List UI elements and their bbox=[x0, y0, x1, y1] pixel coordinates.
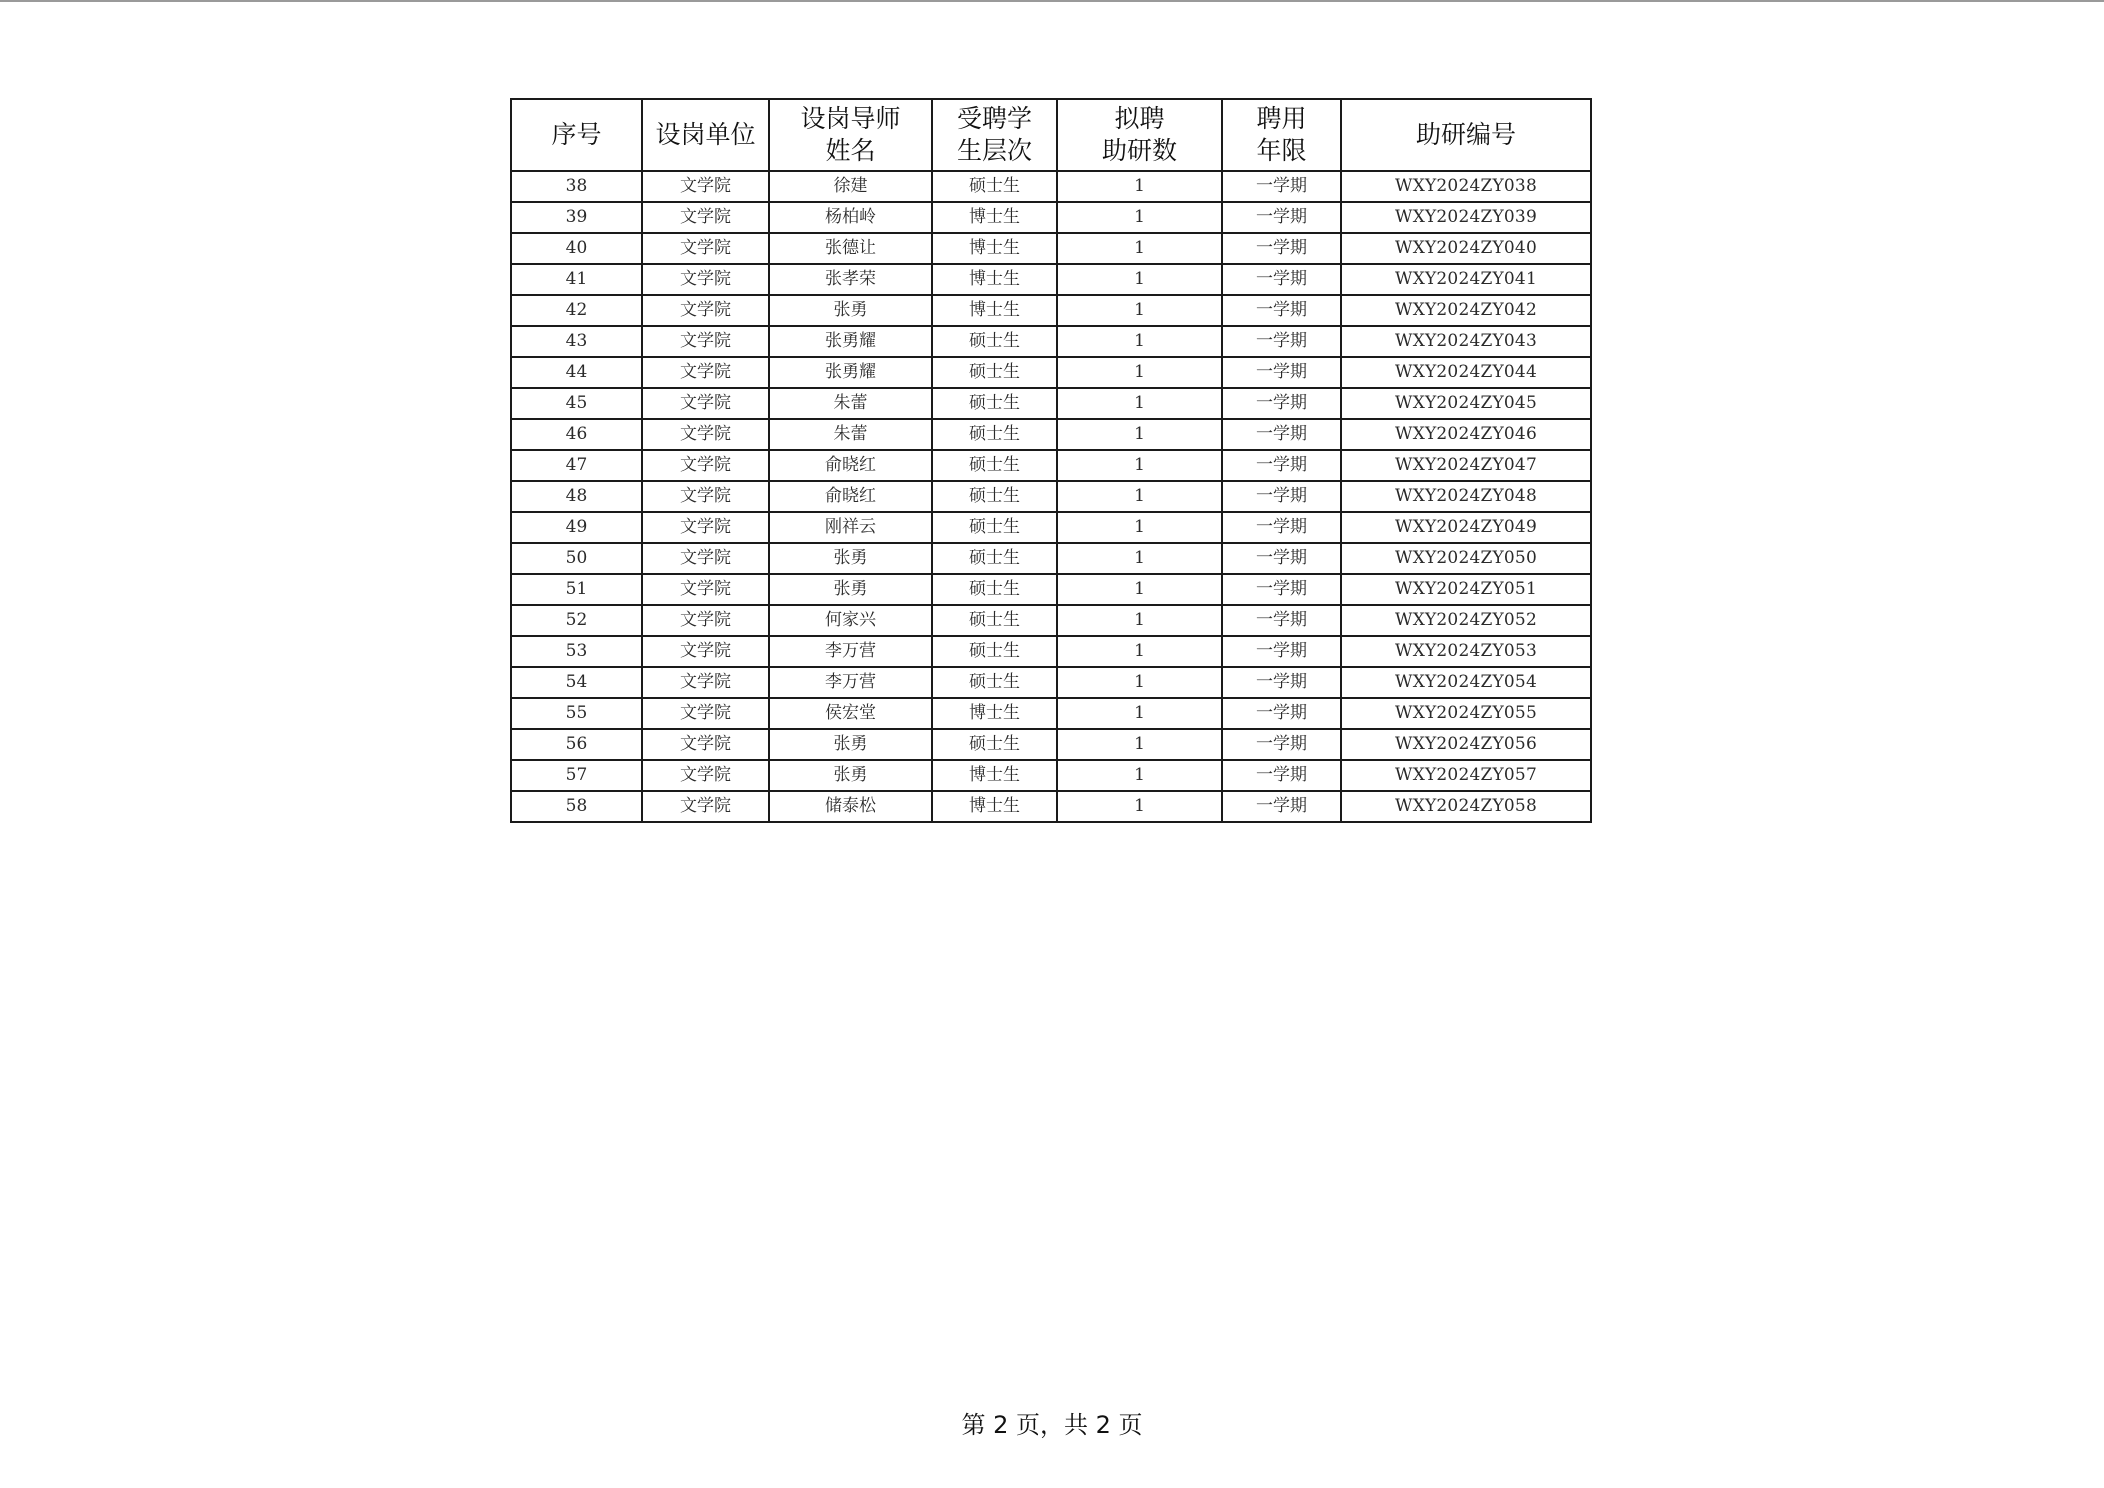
cell-supervisor: 侯宏堂 bbox=[769, 698, 932, 729]
cell-assistant-count: 1 bbox=[1057, 171, 1222, 202]
cell-student-level: 硕士生 bbox=[932, 419, 1057, 450]
cell-term: 一学期 bbox=[1222, 202, 1341, 233]
cell-supervisor: 杨柏岭 bbox=[769, 202, 932, 233]
table-row bbox=[511, 667, 1591, 698]
cell-assistant-count: 1 bbox=[1057, 326, 1222, 357]
cell-assistant-count: 1 bbox=[1057, 760, 1222, 791]
cell-index: 45 bbox=[511, 388, 642, 419]
cell-assistant-count: 1 bbox=[1057, 481, 1222, 512]
cell-term: 一学期 bbox=[1222, 605, 1341, 636]
cell-student-level: 硕士生 bbox=[932, 171, 1057, 202]
cell-assistant-id: WXY2024ZY041 bbox=[1341, 264, 1591, 295]
cell-unit: 文学院 bbox=[642, 760, 769, 791]
cell-unit: 文学院 bbox=[642, 450, 769, 481]
header-term: 聘用 年限 bbox=[1222, 99, 1341, 171]
cell-index: 46 bbox=[511, 419, 642, 450]
page-footer: 第 2 页，共 2 页 bbox=[961, 1411, 1143, 1439]
cell-assistant-count: 1 bbox=[1057, 729, 1222, 760]
cell-index: 47 bbox=[511, 450, 642, 481]
cell-assistant-id: WXY2024ZY053 bbox=[1341, 636, 1591, 667]
top-page-rule bbox=[0, 0, 2104, 2]
cell-unit: 文学院 bbox=[642, 202, 769, 233]
cell-index: 48 bbox=[511, 481, 642, 512]
table-row bbox=[511, 450, 1591, 481]
cell-unit: 文学院 bbox=[642, 729, 769, 760]
cell-index: 41 bbox=[511, 264, 642, 295]
cell-assistant-count: 1 bbox=[1057, 264, 1222, 295]
table-row bbox=[511, 202, 1591, 233]
cell-assistant-count: 1 bbox=[1057, 543, 1222, 574]
cell-index: 38 bbox=[511, 171, 642, 202]
cell-term: 一学期 bbox=[1222, 295, 1341, 326]
table-row bbox=[511, 698, 1591, 729]
table-row bbox=[511, 605, 1591, 636]
cell-supervisor: 张勇 bbox=[769, 760, 932, 791]
cell-assistant-id: WXY2024ZY045 bbox=[1341, 388, 1591, 419]
cell-assistant-count: 1 bbox=[1057, 419, 1222, 450]
cell-assistant-id: WXY2024ZY057 bbox=[1341, 760, 1591, 791]
cell-assistant-count: 1 bbox=[1057, 605, 1222, 636]
cell-supervisor: 徐建 bbox=[769, 171, 932, 202]
cell-student-level: 硕士生 bbox=[932, 357, 1057, 388]
cell-term: 一学期 bbox=[1222, 512, 1341, 543]
table-row bbox=[511, 357, 1591, 388]
cell-index: 50 bbox=[511, 543, 642, 574]
cell-student-level: 博士生 bbox=[932, 264, 1057, 295]
cell-student-level: 博士生 bbox=[932, 202, 1057, 233]
cell-unit: 文学院 bbox=[642, 171, 769, 202]
cell-supervisor: 张勇耀 bbox=[769, 326, 932, 357]
table-body bbox=[511, 171, 1591, 822]
cell-assistant-id: WXY2024ZY058 bbox=[1341, 791, 1591, 822]
cell-unit: 文学院 bbox=[642, 667, 769, 698]
table-row bbox=[511, 388, 1591, 419]
cell-student-level: 博士生 bbox=[932, 698, 1057, 729]
cell-unit: 文学院 bbox=[642, 791, 769, 822]
cell-assistant-count: 1 bbox=[1057, 202, 1222, 233]
table-row bbox=[511, 543, 1591, 574]
cell-supervisor: 张孝荣 bbox=[769, 264, 932, 295]
header-row bbox=[511, 99, 1591, 171]
cell-assistant-id: WXY2024ZY055 bbox=[1341, 698, 1591, 729]
cell-student-level: 博士生 bbox=[932, 760, 1057, 791]
cell-term: 一学期 bbox=[1222, 791, 1341, 822]
cell-assistant-count: 1 bbox=[1057, 233, 1222, 264]
table-row bbox=[511, 264, 1591, 295]
table-row bbox=[511, 512, 1591, 543]
cell-student-level: 硕士生 bbox=[932, 605, 1057, 636]
cell-index: 40 bbox=[511, 233, 642, 264]
cell-assistant-id: WXY2024ZY056 bbox=[1341, 729, 1591, 760]
header-unit: 设岗单位 bbox=[642, 99, 769, 171]
cell-supervisor: 刚祥云 bbox=[769, 512, 932, 543]
cell-assistant-count: 1 bbox=[1057, 512, 1222, 543]
table-row bbox=[511, 171, 1591, 202]
table-row bbox=[511, 574, 1591, 605]
cell-assistant-id: WXY2024ZY043 bbox=[1341, 326, 1591, 357]
cell-unit: 文学院 bbox=[642, 419, 769, 450]
cell-term: 一学期 bbox=[1222, 357, 1341, 388]
cell-supervisor: 李万营 bbox=[769, 636, 932, 667]
cell-student-level: 博士生 bbox=[932, 295, 1057, 326]
cell-index: 49 bbox=[511, 512, 642, 543]
cell-index: 56 bbox=[511, 729, 642, 760]
cell-term: 一学期 bbox=[1222, 636, 1341, 667]
cell-unit: 文学院 bbox=[642, 512, 769, 543]
cell-supervisor: 俞晓红 bbox=[769, 481, 932, 512]
cell-unit: 文学院 bbox=[642, 388, 769, 419]
cell-assistant-id: WXY2024ZY050 bbox=[1341, 543, 1591, 574]
cell-term: 一学期 bbox=[1222, 388, 1341, 419]
cell-assistant-id: WXY2024ZY051 bbox=[1341, 574, 1591, 605]
cell-term: 一学期 bbox=[1222, 481, 1341, 512]
cell-term: 一学期 bbox=[1222, 760, 1341, 791]
cell-supervisor: 朱蕾 bbox=[769, 388, 932, 419]
cell-unit: 文学院 bbox=[642, 698, 769, 729]
cell-term: 一学期 bbox=[1222, 171, 1341, 202]
table-row bbox=[511, 481, 1591, 512]
cell-supervisor: 张勇 bbox=[769, 295, 932, 326]
cell-unit: 文学院 bbox=[642, 357, 769, 388]
cell-assistant-id: WXY2024ZY047 bbox=[1341, 450, 1591, 481]
cell-supervisor: 李万营 bbox=[769, 667, 932, 698]
cell-assistant-id: WXY2024ZY044 bbox=[1341, 357, 1591, 388]
cell-student-level: 硕士生 bbox=[932, 481, 1057, 512]
cell-assistant-count: 1 bbox=[1057, 295, 1222, 326]
cell-index: 51 bbox=[511, 574, 642, 605]
table-row bbox=[511, 326, 1591, 357]
table-row bbox=[511, 295, 1591, 326]
header-student-level: 受聘学 生层次 bbox=[932, 99, 1057, 171]
cell-index: 58 bbox=[511, 791, 642, 822]
table-row bbox=[511, 636, 1591, 667]
cell-student-level: 硕士生 bbox=[932, 326, 1057, 357]
cell-student-level: 硕士生 bbox=[932, 667, 1057, 698]
cell-index: 54 bbox=[511, 667, 642, 698]
cell-student-level: 硕士生 bbox=[932, 636, 1057, 667]
cell-index: 52 bbox=[511, 605, 642, 636]
cell-unit: 文学院 bbox=[642, 636, 769, 667]
cell-assistant-count: 1 bbox=[1057, 388, 1222, 419]
cell-student-level: 硕士生 bbox=[932, 388, 1057, 419]
cell-index: 44 bbox=[511, 357, 642, 388]
cell-assistant-id: WXY2024ZY049 bbox=[1341, 512, 1591, 543]
cell-term: 一学期 bbox=[1222, 419, 1341, 450]
cell-term: 一学期 bbox=[1222, 233, 1341, 264]
cell-assistant-id: WXY2024ZY038 bbox=[1341, 171, 1591, 202]
table-container bbox=[510, 98, 1592, 823]
header-supervisor: 设岗导师 姓名 bbox=[769, 99, 932, 171]
cell-assistant-id: WXY2024ZY046 bbox=[1341, 419, 1591, 450]
table-row bbox=[511, 791, 1591, 822]
cell-unit: 文学院 bbox=[642, 481, 769, 512]
cell-term: 一学期 bbox=[1222, 326, 1341, 357]
cell-term: 一学期 bbox=[1222, 729, 1341, 760]
cell-unit: 文学院 bbox=[642, 574, 769, 605]
table-row bbox=[511, 419, 1591, 450]
cell-assistant-id: WXY2024ZY048 bbox=[1341, 481, 1591, 512]
cell-student-level: 硕士生 bbox=[932, 543, 1057, 574]
cell-term: 一学期 bbox=[1222, 543, 1341, 574]
cell-assistant-count: 1 bbox=[1057, 636, 1222, 667]
cell-assistant-id: WXY2024ZY054 bbox=[1341, 667, 1591, 698]
cell-supervisor: 张德让 bbox=[769, 233, 932, 264]
cell-student-level: 博士生 bbox=[932, 791, 1057, 822]
cell-assistant-count: 1 bbox=[1057, 667, 1222, 698]
table-row bbox=[511, 760, 1591, 791]
cell-assistant-id: WXY2024ZY039 bbox=[1341, 202, 1591, 233]
cell-term: 一学期 bbox=[1222, 698, 1341, 729]
cell-assistant-count: 1 bbox=[1057, 574, 1222, 605]
cell-index: 43 bbox=[511, 326, 642, 357]
cell-supervisor: 俞晓红 bbox=[769, 450, 932, 481]
cell-supervisor: 张勇 bbox=[769, 729, 932, 760]
cell-supervisor: 朱蕾 bbox=[769, 419, 932, 450]
cell-assistant-id: WXY2024ZY052 bbox=[1341, 605, 1591, 636]
cell-term: 一学期 bbox=[1222, 264, 1341, 295]
cell-supervisor: 张勇 bbox=[769, 574, 932, 605]
cell-unit: 文学院 bbox=[642, 326, 769, 357]
cell-index: 42 bbox=[511, 295, 642, 326]
cell-supervisor: 储泰松 bbox=[769, 791, 932, 822]
cell-term: 一学期 bbox=[1222, 667, 1341, 698]
cell-student-level: 博士生 bbox=[932, 233, 1057, 264]
cell-assistant-count: 1 bbox=[1057, 450, 1222, 481]
cell-assistant-id: WXY2024ZY040 bbox=[1341, 233, 1591, 264]
cell-index: 55 bbox=[511, 698, 642, 729]
cell-assistant-count: 1 bbox=[1057, 357, 1222, 388]
cell-unit: 文学院 bbox=[642, 295, 769, 326]
table-row bbox=[511, 729, 1591, 760]
cell-unit: 文学院 bbox=[642, 605, 769, 636]
cell-unit: 文学院 bbox=[642, 264, 769, 295]
assistant-roster-table bbox=[510, 98, 1592, 823]
cell-assistant-id: WXY2024ZY042 bbox=[1341, 295, 1591, 326]
header-index: 序号 bbox=[511, 99, 642, 171]
cell-index: 57 bbox=[511, 760, 642, 791]
cell-supervisor: 何家兴 bbox=[769, 605, 932, 636]
cell-unit: 文学院 bbox=[642, 233, 769, 264]
cell-index: 53 bbox=[511, 636, 642, 667]
cell-student-level: 硕士生 bbox=[932, 729, 1057, 760]
header-assistant-count: 拟聘 助研数 bbox=[1057, 99, 1222, 171]
cell-term: 一学期 bbox=[1222, 574, 1341, 605]
cell-term: 一学期 bbox=[1222, 450, 1341, 481]
cell-assistant-count: 1 bbox=[1057, 698, 1222, 729]
table-row bbox=[511, 233, 1591, 264]
cell-student-level: 硕士生 bbox=[932, 574, 1057, 605]
cell-assistant-count: 1 bbox=[1057, 791, 1222, 822]
header-assistant-id: 助研编号 bbox=[1341, 99, 1591, 171]
cell-supervisor: 张勇 bbox=[769, 543, 932, 574]
cell-supervisor: 张勇耀 bbox=[769, 357, 932, 388]
cell-student-level: 硕士生 bbox=[932, 512, 1057, 543]
cell-unit: 文学院 bbox=[642, 543, 769, 574]
cell-index: 39 bbox=[511, 202, 642, 233]
cell-student-level: 硕士生 bbox=[932, 450, 1057, 481]
